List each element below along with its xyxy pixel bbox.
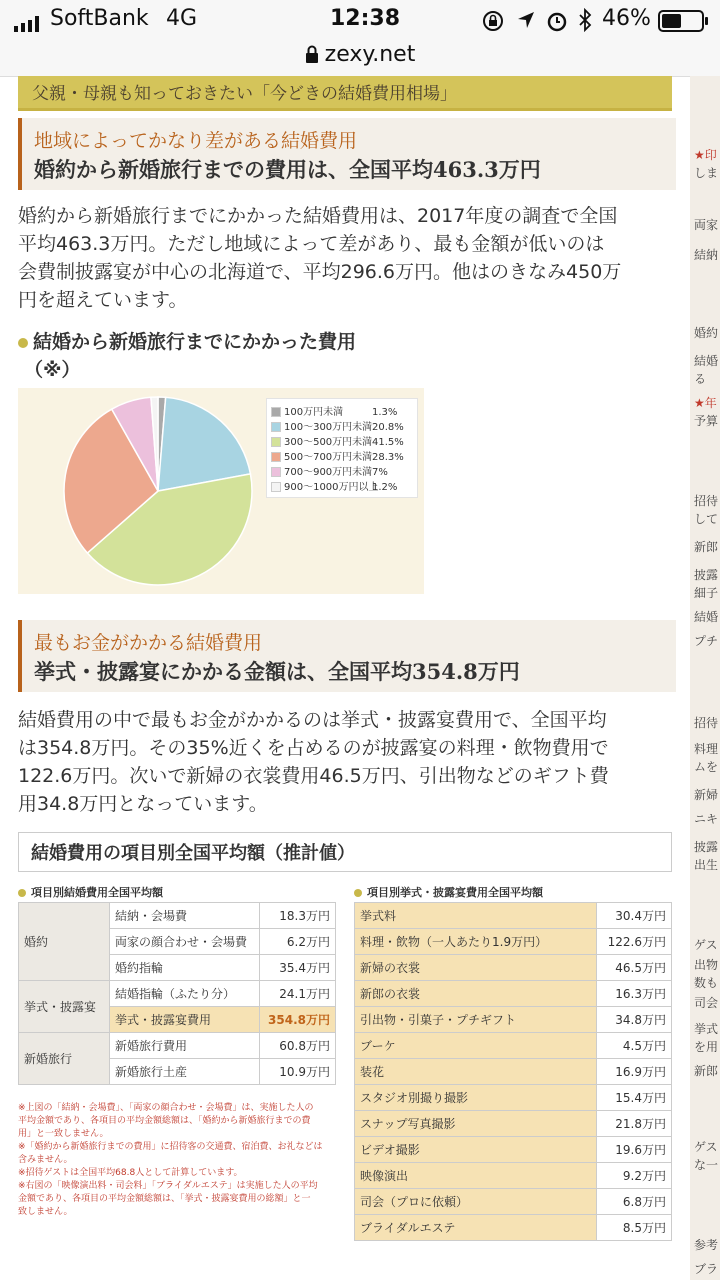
table-row [19, 903, 336, 929]
item-cell: 新郎の衣裳 [355, 981, 597, 1007]
item-cell: ビデオ撮影 [355, 1137, 597, 1163]
location-icon [516, 10, 536, 36]
sidebar-link[interactable]: プチ [694, 634, 719, 648]
legend-item [271, 418, 404, 432]
legend-swatch [271, 422, 281, 432]
item-cell: ブーケ [355, 1033, 597, 1059]
table-row [355, 1215, 672, 1241]
value-cell: 30.4万円 [597, 903, 672, 929]
section-subtitle: 最もお金がかかる結婚費用 [34, 632, 263, 654]
section-subtitle: 地域によってかなり差がある結婚費用 [34, 130, 358, 152]
table-row [355, 903, 672, 929]
chart-heading-line2: （※） [24, 359, 81, 381]
sidebar-link[interactable]: 予算 [694, 414, 719, 428]
sidebar-link[interactable]: ★印 [694, 148, 717, 162]
section-title: 挙式・披露宴にかかる金額は、全国平均354.8万円 [34, 659, 520, 684]
section-heading-regional-cost [18, 118, 676, 190]
table1-heading-text: 項目別結婚費用全国平均額 [31, 886, 163, 899]
value-cell: 16.9万円 [597, 1059, 672, 1085]
table-row [355, 955, 672, 981]
paragraph-line: 婚約から新婚旅行までにかかった結婚費用は、2017年度の調査で全国 [18, 205, 618, 227]
value-cell: 9.2万円 [597, 1163, 672, 1189]
table-row [355, 981, 672, 1007]
chart-heading [18, 328, 356, 384]
table-row [19, 981, 336, 1007]
sidebar-link[interactable]: な一 [694, 1158, 719, 1172]
url-domain: zexy.net [324, 42, 416, 67]
item-cell: 装花 [355, 1059, 597, 1085]
bullet-dot-icon [354, 889, 362, 897]
sidebar-link[interactable]: 挙式 [694, 1022, 719, 1036]
page-content [0, 76, 720, 1280]
value-cell: 18.3万円 [259, 903, 335, 929]
legend-label: 100～300万円未満 [284, 422, 373, 433]
table-wedding-costs [18, 902, 336, 1085]
cost-table-title: 結婚費用の項目別全国平均額（推計値） [31, 843, 355, 864]
item-cell: 挙式料 [355, 903, 597, 929]
value-cell: 10.9万円 [259, 1059, 335, 1085]
sidebar-link[interactable]: 披露 [694, 568, 719, 582]
paragraph-line: 会費制披露宴が中心の北海道で、平均296.6万円。他はのきなみ450万 [18, 261, 622, 283]
sidebar-link[interactable]: 細子 [694, 586, 719, 600]
item-cell: ブライダルエステ [355, 1215, 597, 1241]
note-line: ※右図の「映像演出料・司会料」「ブライダルエステ」は実施した人の平均 [18, 1181, 318, 1191]
paragraph-line: 結婚費用の中で最もお金がかかるのは挙式・披露宴費用で、全国平均 [18, 709, 607, 731]
paragraph-line: 円を超えています。 [18, 289, 188, 311]
note-line: 用」と一致しません。 [18, 1129, 109, 1139]
pie-chart-panel [18, 388, 424, 594]
item-cell: スナップ写真撮影 [355, 1111, 597, 1137]
sidebar-link[interactable]: ムを [694, 760, 719, 774]
item-cell: 新婚旅行費用 [110, 1033, 260, 1059]
sidebar-link[interactable]: ニキ [694, 812, 719, 826]
section-heading-ceremony-cost [18, 620, 676, 692]
table-row [355, 1111, 672, 1137]
table-row [355, 929, 672, 955]
value-cell: 6.8万円 [597, 1189, 672, 1215]
value-cell: 15.4万円 [597, 1085, 672, 1111]
table1-heading [18, 884, 163, 900]
table-row [19, 1033, 336, 1059]
category-cell: 挙式・披露宴 [19, 981, 110, 1033]
network-label: 4G [166, 6, 198, 31]
sidebar-link[interactable]: る [694, 372, 707, 386]
value-cell: 21.8万円 [597, 1111, 672, 1137]
value-cell: 35.4万円 [259, 955, 335, 981]
item-cell: 引出物・引菓子・プチギフト [355, 1007, 597, 1033]
note-line: 致しません。 [18, 1207, 73, 1217]
category-cell: 婚約 [19, 903, 110, 981]
item-cell: 新婚旅行土産 [110, 1059, 260, 1085]
sidebar-link[interactable]: して [694, 512, 719, 526]
sidebar-link[interactable]: ブラ [694, 1262, 719, 1276]
battery-percent: 46% [602, 6, 651, 31]
legend-swatch [271, 482, 281, 492]
table-row [355, 1033, 672, 1059]
status-bar [0, 0, 720, 42]
sidebar-link[interactable]: ゲス [694, 1140, 718, 1154]
sidebar-link[interactable]: を用 [694, 1040, 719, 1054]
legend-value: 1.2% [372, 482, 398, 493]
sidebar-link[interactable]: 結納 [694, 248, 719, 262]
value-cell: 16.3万円 [597, 981, 672, 1007]
section2-paragraph [18, 706, 672, 818]
sidebar-link[interactable]: 披露 [694, 840, 719, 854]
value-cell: 19.6万円 [597, 1137, 672, 1163]
sidebar-link[interactable]: 参考 [694, 1238, 719, 1252]
note-line: ※上図の「結納・会場費」、「両家の顔合わせ・会場費」は、実施した人の [18, 1103, 314, 1113]
legend-swatch [271, 467, 281, 477]
note-line: 金額であり、各項目の平均金額総額は、「挙式・披露宴費用の総額」と一 [18, 1194, 311, 1204]
table-row [355, 1163, 672, 1189]
table-notes [18, 1102, 338, 1219]
item-cell: 両家の顔合わせ・会場費 [110, 929, 260, 955]
lock-icon [305, 44, 319, 69]
sidebar-link[interactable]: 結婚 [694, 610, 719, 624]
value-cell: 4.5万円 [597, 1033, 672, 1059]
sidebar-link[interactable]: 出物 [694, 958, 719, 972]
section-title: 婚約から新婚旅行までの費用は、全国平均463.3万円 [34, 157, 541, 182]
legend-value: 1.3% [372, 407, 398, 418]
note-line: 平均金額であり、各項目の平均金額総額は、「婚約から新婚旅行までの費 [18, 1116, 311, 1126]
orientation-lock-icon [482, 10, 504, 38]
table2-heading [354, 884, 543, 900]
table-row [355, 1007, 672, 1033]
value-cell: 8.5万円 [597, 1215, 672, 1241]
legend-swatch [271, 452, 281, 462]
item-cell: 婚約指輪 [110, 955, 260, 981]
sidebar-link[interactable]: 新郎 [694, 540, 719, 554]
item-cell-highlight: 挙式・披露宴費用 [110, 1007, 260, 1033]
table-row [355, 1059, 672, 1085]
legend-label: 300～500万円未満 [284, 437, 373, 448]
table-row [355, 1085, 672, 1111]
value-cell: 46.5万円 [597, 955, 672, 981]
item-cell: 司会（プロに依頼） [355, 1189, 597, 1215]
chart-heading-line1: 結婚から新婚旅行までにかかった費用 [33, 331, 357, 353]
legend-value: 41.5% [372, 437, 404, 448]
table2-heading-text: 項目別挙式・披露宴費用全国平均額 [367, 886, 543, 899]
item-cell: 料理・飲物（一人あたり1.9万円） [355, 929, 597, 955]
category-cell: 新婚旅行 [19, 1033, 110, 1085]
legend-value: 20.8% [372, 422, 404, 433]
value-cell: 122.6万円 [597, 929, 672, 955]
legend-label: 700～900万円未満 [284, 467, 373, 478]
legend-item [271, 433, 404, 447]
paragraph-line: 用34.8万円となっています。 [18, 793, 268, 815]
bluetooth-icon [578, 8, 592, 38]
article-banner [18, 76, 672, 111]
sidebar-link[interactable]: 料理 [694, 742, 719, 756]
section1-paragraph [18, 202, 672, 314]
sidebar-link[interactable]: 新郎 [694, 1064, 719, 1078]
item-cell: 新婦の衣裳 [355, 955, 597, 981]
legend-label: 900～1000万円以上 [284, 482, 379, 493]
item-cell: スタジオ別撮り撮影 [355, 1085, 597, 1111]
alarm-icon [546, 10, 568, 38]
signal-icon [14, 13, 40, 29]
sidebar-link[interactable]: しま [694, 166, 719, 180]
legend-item [271, 478, 397, 492]
legend-label: 100万円未満 [284, 407, 344, 418]
item-cell: 結婚指輪（ふたり分） [110, 981, 260, 1007]
banner-text: 父親・母親も知っておきたい「今どきの結婚費用相場」 [32, 84, 457, 104]
legend-item [271, 403, 397, 417]
paragraph-line: は354.8万円。その35%近くを占めるのが披露宴の料理・飲物費用で [18, 737, 609, 759]
sidebar-link[interactable]: 婚約 [694, 326, 719, 340]
table-row [355, 1137, 672, 1163]
legend-item [271, 448, 404, 462]
paragraph-line: 122.6万円。次いで新婦の衣裳費用46.5万円、引出物などのギフト費 [18, 765, 609, 787]
value-cell: 34.8万円 [597, 1007, 672, 1033]
url-bar[interactable] [0, 42, 720, 77]
legend-item [271, 463, 388, 477]
sidebar-link[interactable]: 招待 [694, 494, 719, 508]
note-line: 含みません。 [18, 1155, 73, 1165]
value-cell: 6.2万円 [259, 929, 335, 955]
table-ceremony-costs [354, 902, 672, 1241]
bullet-dot-icon [18, 889, 26, 897]
chart-legend [266, 398, 418, 498]
value-cell: 24.1万円 [259, 981, 335, 1007]
legend-swatch [271, 407, 281, 417]
note-line: ※招待ゲストは全国平均68.8人として計算しています。 [18, 1168, 243, 1178]
value-cell-highlight: 354.8万円 [259, 1007, 335, 1033]
sidebar-link[interactable]: 司会 [694, 996, 719, 1010]
battery-icon [658, 10, 710, 38]
item-cell: 結納・会場費 [110, 903, 260, 929]
sidebar-link[interactable]: 数も [694, 976, 719, 990]
sidebar-partial [690, 76, 720, 1280]
item-cell: 映像演出 [355, 1163, 597, 1189]
value-cell: 60.8万円 [259, 1033, 335, 1059]
legend-value: 7% [372, 467, 388, 478]
legend-value: 28.3% [372, 452, 404, 463]
sidebar-link[interactable]: 招待 [694, 716, 719, 730]
sidebar-link[interactable]: 新婦 [694, 788, 719, 802]
pie-chart [58, 391, 258, 591]
sidebar-link[interactable]: 結婚 [694, 354, 719, 368]
sidebar-link[interactable]: ゲス [694, 938, 718, 952]
legend-swatch [271, 437, 281, 447]
carrier-label: SoftBank [50, 6, 149, 31]
paragraph-line: 平均463.3万円。ただし地域によって差があり、最も金額が低いのは [18, 233, 605, 255]
sidebar-link[interactable]: ★年 [694, 396, 717, 410]
sidebar-link[interactable]: 両家 [694, 218, 719, 232]
clock: 12:38 [330, 6, 401, 31]
bullet-dot-icon [18, 338, 28, 348]
note-line: ※「婚約から新婚旅行までの費用」に招待客の交通費、宿泊費、お礼などは [18, 1142, 323, 1152]
legend-label: 500～700万円未満 [284, 452, 373, 463]
cost-table-heading [18, 832, 672, 872]
table-row [355, 1189, 672, 1215]
sidebar-link[interactable]: 出生 [694, 858, 719, 872]
